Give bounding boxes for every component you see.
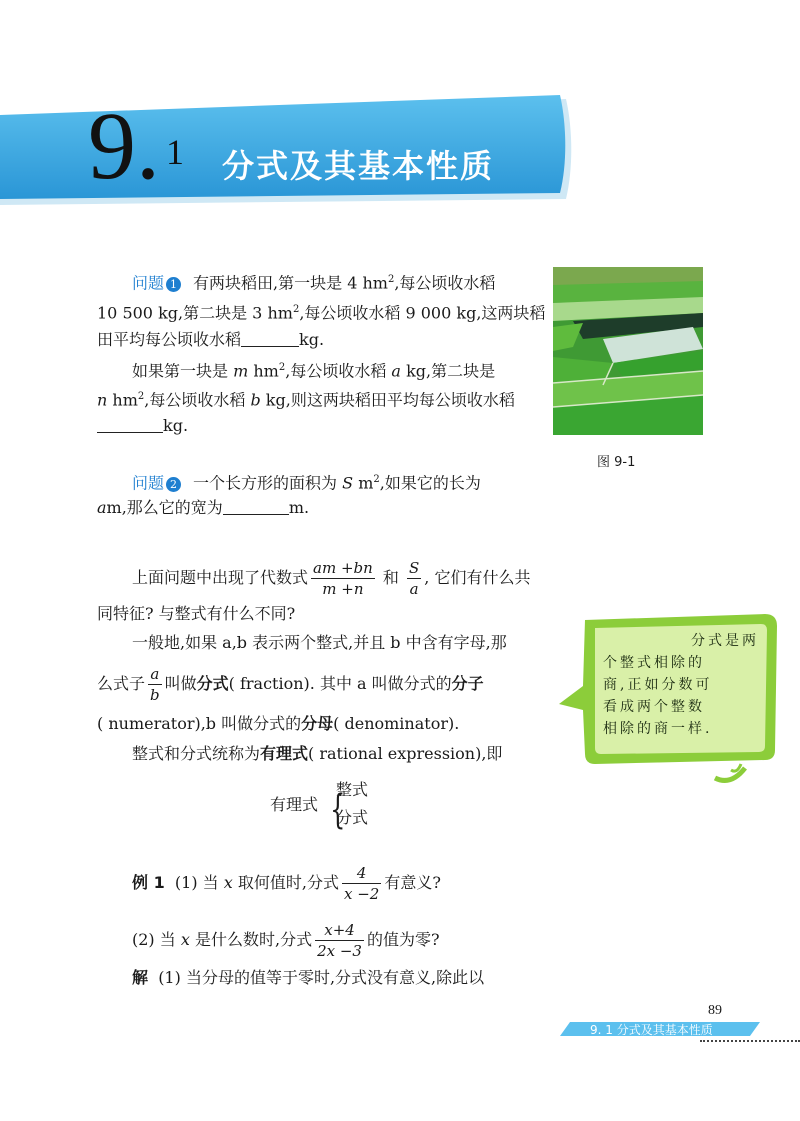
footer-dots [700, 1040, 800, 1042]
page-number: 89 [708, 1003, 722, 1018]
side-note-bubble: 分式是两 个整式相除的 商,正如分数可 看成两个整数 相除的商一样. [555, 600, 790, 790]
brace-icon: { [330, 787, 346, 833]
paragraph-2-line2: 么式子 $\frac{a}{b}$ 叫做分式( fraction). 其中 a 叫做分式的分子 [97, 665, 484, 704]
badge-2-icon: 2 [166, 477, 181, 492]
footer-section-bar: 9. 1 分式及其基本性质 [560, 1020, 800, 1038]
page-title: 分式及其基本性质 [222, 147, 495, 185]
paragraph-2-line3: ( numerator),b 叫做分式的分母( denominator). [97, 714, 460, 733]
answer-blank-3[interactable] [223, 498, 289, 515]
badge-1-icon: 1 [166, 277, 181, 292]
answer-blank-2[interactable] [97, 416, 163, 433]
answer-blank-1[interactable] [241, 330, 299, 347]
rice-field-photo [553, 267, 703, 435]
paragraph-2: 一般地,如果 a,b 表示两个整式,并且 b 中含有字母,那 [132, 633, 507, 652]
figure-caption: 图 9-1 [597, 455, 636, 470]
chapter-number: 9. 1 [88, 92, 184, 199]
chapter-header [0, 92, 800, 225]
problem-1-label: 问题 [132, 273, 165, 293]
paragraph-3: 整式和分式统称为有理式( rational expression),即 [132, 744, 503, 763]
paragraph-1-cont: 同特征? 与整式有什么不同? [97, 604, 296, 623]
paragraph-1: 上面问题中出现了代数式 $\frac{am +bn}{m +n}$ 和 $\frac{S}{a}$ , 它们有什么共 [132, 559, 531, 598]
problem-2-label: 问题 [132, 473, 165, 493]
